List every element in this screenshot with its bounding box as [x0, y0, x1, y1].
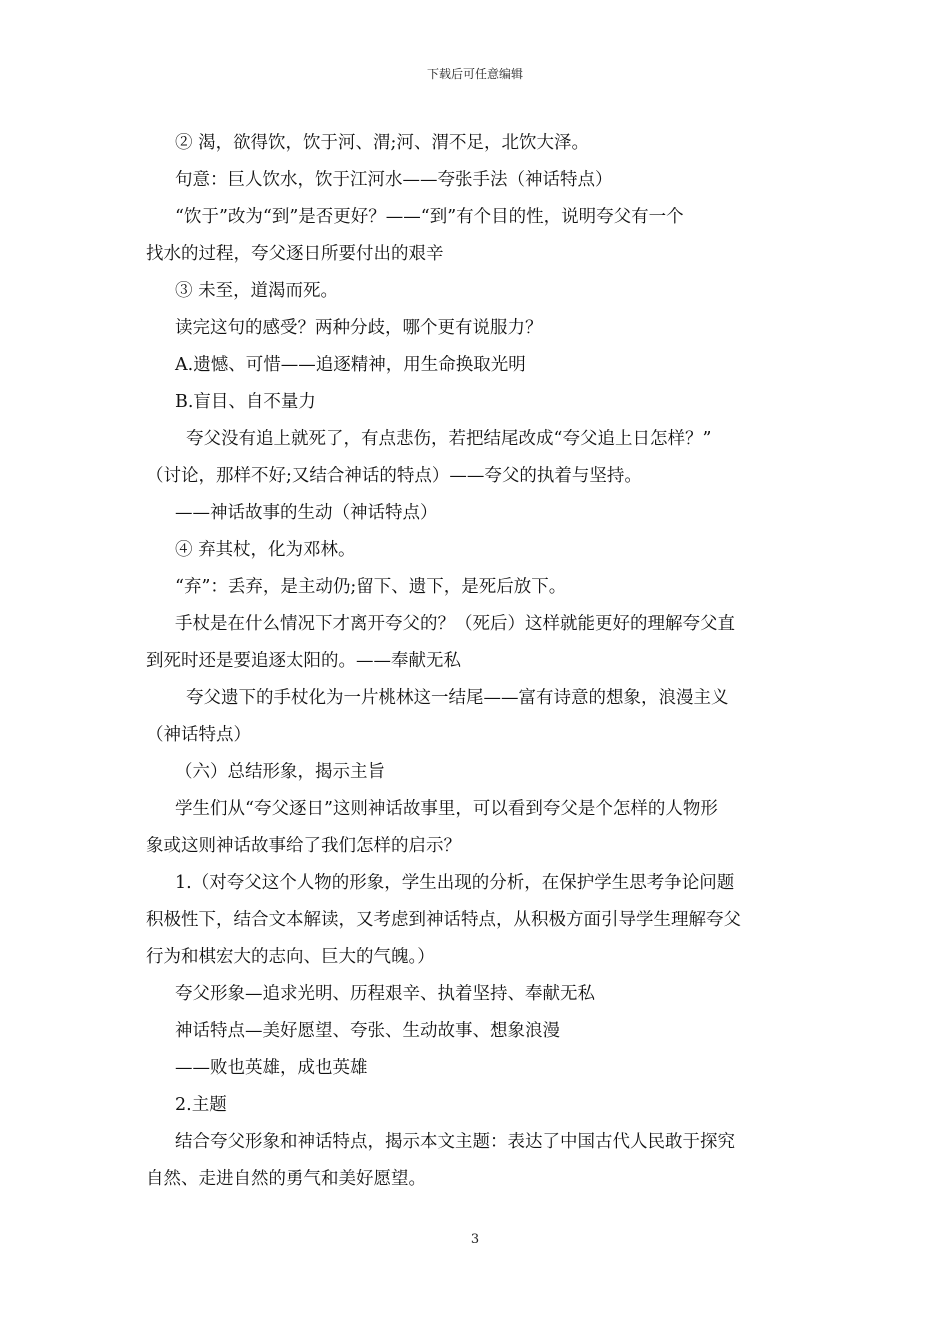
- text-line: 象或这则神话故事给了我们怎样的启示？: [146, 836, 461, 856]
- text-line: 结合夸父形象和神话特点，揭示本文主题：表达了中国古代人民敢于探究: [175, 1132, 735, 1152]
- text-line: ④ 弃其杖，化为邓林。: [175, 540, 356, 560]
- text-line: 行为和棋宏大的志向、巨大的气魄。）: [146, 947, 435, 967]
- page-header: 下载后可任意编辑: [426, 67, 523, 81]
- text-line: 2.主题: [175, 1095, 227, 1115]
- text-line: 夸父没有追上就死了，有点悲伤，若把结尾改成“夸父追上日怎样？”: [186, 429, 712, 449]
- text-line: 句意：巨人饮水，饮于江河水——夸张手法（神话特点）: [175, 170, 613, 190]
- text-line: 找水的过程，夸父逐日所要付出的艰辛: [146, 244, 444, 264]
- text-line: ③ 未至，道渴而死。: [175, 281, 339, 301]
- text-line: “弃”：丢弃，是主动仍;留下、遗下，是死后放下。: [175, 577, 567, 597]
- text-line: （六）总结形象，揭示主旨: [175, 762, 385, 782]
- text-line: 神话特点—美好愿望、夸张、生动故事、想象浪漫: [175, 1021, 560, 1041]
- text-line: ——神话故事的生动（神话特点）: [175, 503, 438, 523]
- text-line: A.遗憾、可惜——追逐精神，用生命换取光明: [175, 355, 526, 375]
- text-line: B.盲目、自不量力: [175, 392, 316, 412]
- text-line: ② 渴，欲得饮，饮于河、渭;河、渭不足，北饮大泽。: [175, 133, 589, 153]
- text-line: 积极性下，结合文本解读，又考虑到神话特点，从积极方面引导学生理解夸父: [146, 910, 741, 930]
- text-line: 学生们从“夸父逐日”这则神话故事里，可以看到夸父是个怎样的人物形: [175, 799, 718, 819]
- text-line: 1.（对夸父这个人物的形象，学生出现的分析，在保护学生思考争论问题: [175, 873, 735, 893]
- page-number: 3: [470, 1232, 480, 1247]
- text-line: 夸父遗下的手杖化为一片桃林这一结尾——富有诗意的想象，浪漫主义: [186, 688, 729, 708]
- text-line: 自然、走进自然的勇气和美好愿望。: [146, 1169, 426, 1189]
- text-line: 手杖是在什么情况下才离开夸父的？（死后）这样就能更好的理解夸父直: [175, 614, 735, 634]
- text-line: ——败也英雄，成也英雄: [175, 1058, 368, 1078]
- text-line: （神话特点）: [146, 725, 251, 745]
- text-line: 读完这句的感受？两种分歧，哪个更有说服力？: [175, 318, 543, 338]
- text-line: 夸父形象—追求光明、历程艰辛、执着坚持、奉献无私: [175, 984, 595, 1004]
- text-line: （讨论，那样不好;又结合神话的特点）——夸父的执着与坚持。: [146, 466, 642, 486]
- document-body: [146, 125, 806, 1198]
- text-line: 到死时还是要追逐太阳的。——奉献无私: [146, 651, 461, 671]
- text-line: “饮于”改为“到”是否更好？——“到”有个目的性，说明夸父有一个: [175, 207, 684, 227]
